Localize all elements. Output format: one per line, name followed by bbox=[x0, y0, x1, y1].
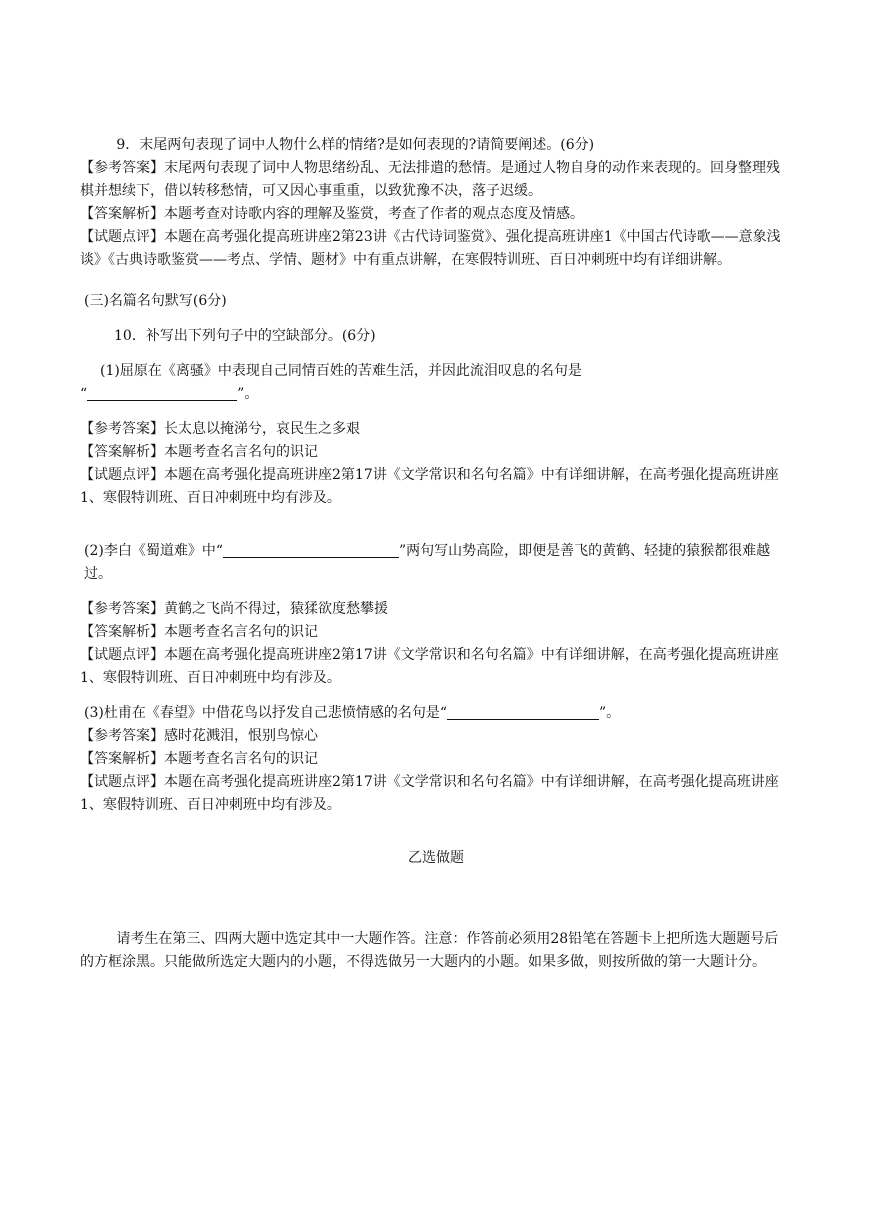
item-2-question-comment: 【试题点评】本题在高考强化提高班讲座2第17讲《文学常识和名句名篇》中有详细讲解，在高考强化提高班讲座1、寒假特训班、百日冲刺班中均有涉及。 bbox=[80, 647, 779, 686]
item-2-answer-analysis: 【答案解析】本题考查名言名句的识记 bbox=[80, 624, 318, 640]
item-3-question-comment: 【试题点评】本题在高考强化提高班讲座2第17讲《文学常识和名句名篇》中有详细讲解，在高考强化提高班讲座1、寒假特训班、百日冲刺班中均有涉及。 bbox=[80, 774, 779, 813]
q9-question-comment: 【试题点评】本题在高考强化提高班讲座2第23讲《古代诗词鉴赏》、强化提高班讲座1《中国古代诗歌——意象浅谈》《古典诗歌鉴赏——考点、学情、题材》中有重点讲解，在寒假特训班、百日冲刺班中均有详细讲解。 bbox=[80, 229, 781, 268]
item-1-reference-answer: 【参考答案】长太息以掩涕兮，哀民生之多艰 bbox=[80, 421, 360, 437]
item-2-reference-answer: 【参考答案】黄鹤之飞尚不得过，猿猱欲度愁攀援 bbox=[80, 601, 388, 617]
item-1-answer-analysis: 【答案解析】本题考查名言名句的识记 bbox=[80, 444, 318, 460]
spacer bbox=[80, 406, 792, 418]
item-2-prompt-after: ”两句写山势高险，即便是善飞的黄鹤、轻捷的猿猴都很难越过。 bbox=[84, 543, 771, 582]
item-3-answer-analysis: 【答案解析】本题考查名言名句的识记 bbox=[80, 751, 318, 767]
optional-section-instruction: 请考生在第三、四两大题中选定其中一大题作答。注意：作答前必须用28铅笔在答题卡上把所选大题题号后的方框涂黑。只能做所选定大题内的小题，不得选做另一大题内的小题。如果多做，则按所做的第一大题计分。 bbox=[80, 931, 779, 970]
item-3-prompt bbox=[80, 702, 792, 725]
optional-section-title: 乙选做题 bbox=[408, 850, 464, 866]
spacer bbox=[80, 586, 792, 598]
item-1-question-comment: 【试题点评】本题在高考强化提高班讲座2第17讲《文学常识和名句名篇》中有详细讲解，在高考强化提高班讲座1、寒假特训班、百日冲刺班中均有涉及。 bbox=[80, 467, 779, 506]
question-10: 10．补写出下列句子中的空缺部分。(6分) bbox=[114, 328, 376, 344]
item-3-reference-answer: 【参考答案】感时花溅泪，恨别鸟惊心 bbox=[80, 728, 318, 744]
item-2-prompt-before: (2)李白《蜀道难》中“ bbox=[84, 543, 223, 559]
item-2-blank[interactable] bbox=[223, 543, 399, 558]
item-2-prompt bbox=[80, 540, 792, 586]
spacer bbox=[80, 690, 792, 702]
q9-answer-analysis: 【答案解析】本题考查对诗歌内容的理解及鉴赏，考查了作者的观点态度及情感。 bbox=[80, 206, 584, 222]
spacer bbox=[80, 817, 792, 847]
item-1-close-quote: ”。 bbox=[237, 386, 259, 402]
question-9: 9．末尾两句表现了词中人物什么样的情绪?是如何表现的?请简要阐述。(6分) bbox=[116, 137, 595, 153]
document-page bbox=[80, 134, 792, 974]
item-3-blank[interactable] bbox=[447, 705, 599, 720]
spacer bbox=[80, 272, 792, 290]
item-1-prompt: (1)屈原在《离骚》中表现自己同情百姓的苦难生活，并因此流泪叹息的名句是 bbox=[100, 363, 582, 379]
spacer bbox=[80, 870, 792, 928]
item-3-prompt-before: (3)杜甫在《春望》中借花鸟以抒发自己悲愤情感的名句是“ bbox=[84, 705, 447, 721]
spacer bbox=[80, 510, 792, 540]
item-3-prompt-after: ”。 bbox=[599, 705, 621, 721]
section-3-heading: (三)名篇名句默写(6分) bbox=[84, 293, 227, 309]
item-1-blank[interactable] bbox=[87, 386, 237, 401]
item-1-blank-line bbox=[80, 383, 792, 406]
item-1-open-quote: “ bbox=[80, 386, 88, 402]
spacer bbox=[80, 348, 792, 360]
q9-reference-answer: 【参考答案】末尾两句表现了词中人物思绪纷乱、无法排遣的愁情。是通过人物自身的动作来表现的。回身整理残棋并想续下，借以转移愁情，可又因心事重重，以致犹豫不决，落子迟缓。 bbox=[80, 160, 780, 199]
spacer bbox=[80, 313, 792, 325]
